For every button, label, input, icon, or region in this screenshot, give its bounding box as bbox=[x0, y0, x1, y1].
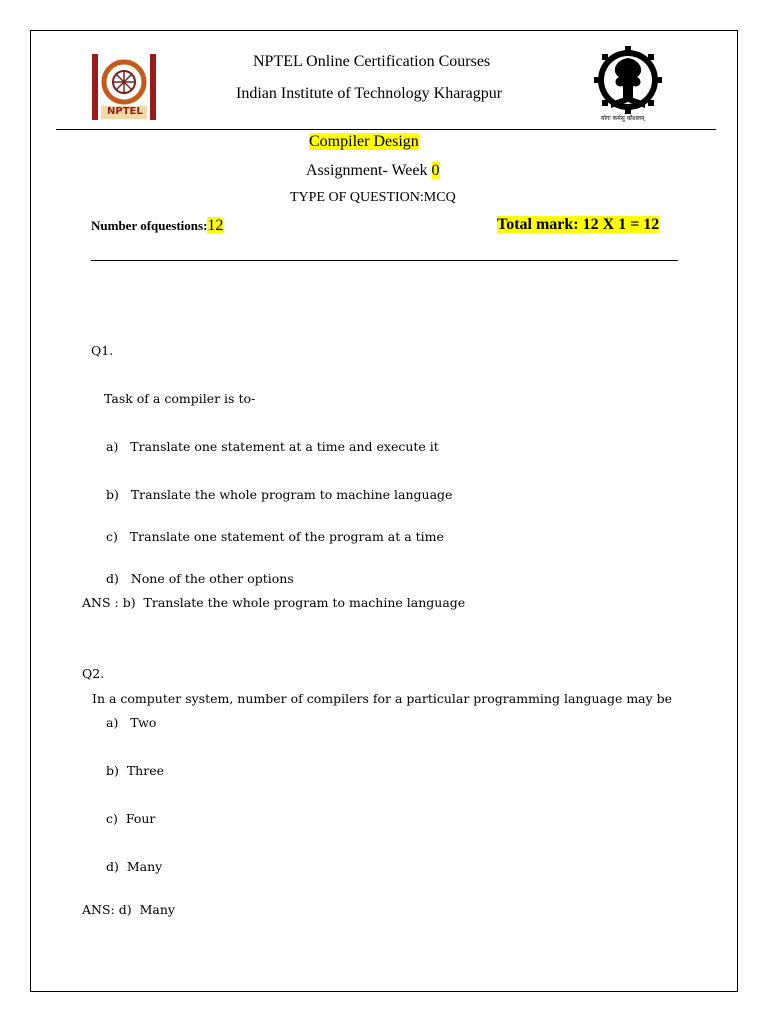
course-title-text: Compiler Design bbox=[309, 133, 419, 150]
option-text: None of the other options bbox=[130, 571, 294, 586]
answer-label: ANS: bbox=[82, 902, 115, 917]
option-key: c) bbox=[106, 529, 118, 544]
q1-answer bbox=[82, 595, 465, 610]
answer-key: d) bbox=[118, 902, 132, 917]
assignment-title bbox=[306, 162, 440, 180]
q1-text: Task of a compiler is to- bbox=[104, 391, 256, 406]
nptel-logo-text: NPTEL bbox=[107, 106, 143, 117]
nptel-logo bbox=[91, 52, 157, 122]
total-mark bbox=[497, 216, 659, 234]
q2-number: Q2. bbox=[82, 666, 105, 681]
course-title bbox=[309, 133, 419, 151]
option-text: Three bbox=[126, 763, 165, 778]
assignment-week: 0 bbox=[431, 162, 440, 179]
total-mark-text: Total mark: 12 X 1 = 12 bbox=[497, 216, 660, 233]
option-text: Four bbox=[125, 811, 156, 826]
option-text: Translate one statement of the program at a time bbox=[129, 529, 444, 544]
q2-option-a bbox=[106, 715, 156, 730]
q2-answer bbox=[82, 902, 175, 917]
num-questions-label: Number ofquestions: bbox=[91, 218, 208, 233]
iit-logo-motto: योगः कर्मसु कौशलम् bbox=[601, 115, 645, 122]
q1-option-c bbox=[106, 529, 444, 544]
answer-key: b) bbox=[122, 595, 136, 610]
option-text: Many bbox=[126, 859, 163, 874]
q2-option-d bbox=[106, 859, 162, 874]
q1-number: Q1. bbox=[91, 343, 114, 358]
q1-option-b bbox=[106, 487, 452, 502]
option-key: a) bbox=[106, 439, 119, 454]
option-key: b) bbox=[106, 487, 119, 502]
answer-label: ANS : bbox=[82, 595, 119, 610]
option-key: c) bbox=[106, 811, 118, 826]
option-key: d) bbox=[106, 859, 119, 874]
option-text: Translate the whole program to machine language bbox=[130, 487, 453, 502]
header-line1: NPTEL Online Certification Courses bbox=[253, 53, 491, 70]
header-divider bbox=[56, 129, 716, 130]
header-line2: Indian Institute of Technology Kharagpur bbox=[236, 85, 503, 102]
meta-divider bbox=[91, 260, 678, 261]
q1-option-a bbox=[106, 439, 439, 454]
option-key: d) bbox=[106, 571, 119, 586]
num-questions bbox=[91, 217, 223, 235]
q2-option-b bbox=[106, 763, 164, 778]
iit-kharagpur-logo bbox=[593, 44, 663, 124]
answer-text: Translate the whole program to machine language bbox=[143, 595, 466, 610]
answer-text: Many bbox=[139, 902, 175, 917]
q1-option-d bbox=[106, 571, 294, 586]
option-text: Two bbox=[130, 715, 157, 730]
question-type: TYPE OF QUESTION:MCQ bbox=[290, 190, 456, 205]
q2-option-c bbox=[106, 811, 155, 826]
assignment-prefix: Assignment- Week bbox=[306, 162, 432, 179]
num-questions-value: 12 bbox=[207, 217, 224, 234]
option-key: b) bbox=[106, 763, 119, 778]
option-key: a) bbox=[106, 715, 119, 730]
q2-text: In a computer system, number of compilers for a particular programming language may be bbox=[92, 691, 673, 706]
option-text: Translate one statement at a time and execute it bbox=[130, 439, 439, 454]
